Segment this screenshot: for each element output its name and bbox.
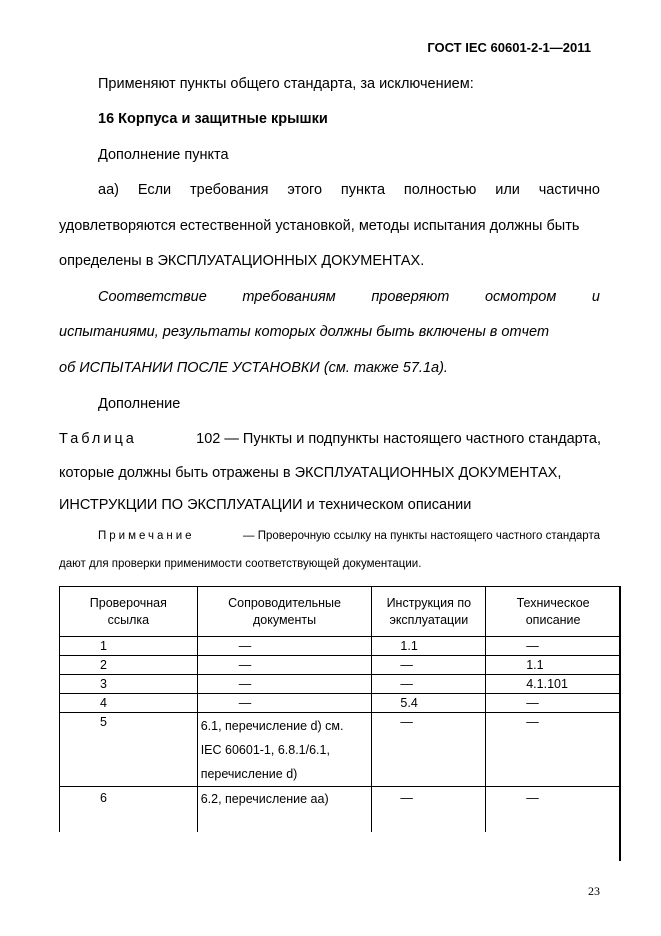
table-header-row xyxy=(60,587,621,637)
cell-instructions: — xyxy=(372,713,486,787)
cell-reference: 3 xyxy=(60,675,198,694)
cell-reference: 6 xyxy=(60,787,198,833)
compliance-line3: об ИСПЫТАНИИ ПОСЛЕ УСТАНОВКИ (см. также 57.1а). xyxy=(59,360,448,376)
document-header: ГОСТ IEC 60601-2-1—2011 xyxy=(427,40,591,55)
table-caption-text: 102 — Пункты и подпункты настоящего частного стандарта, xyxy=(196,431,601,447)
cell-technical: — xyxy=(486,787,621,833)
table-row xyxy=(60,787,621,833)
table-row xyxy=(60,637,621,656)
cell-accompanying: — xyxy=(197,675,372,694)
cell-technical: — xyxy=(486,713,621,787)
table-caption-line2: которые должны быть отражены в ЭКСПЛУАТАЦИОННЫХ ДОКУМЕНТАХ, xyxy=(59,465,562,481)
table-caption-line1 xyxy=(59,431,601,447)
header-check-reference: Проверочная ссылка xyxy=(60,587,198,637)
table-right-border-extension xyxy=(619,586,621,861)
table-row xyxy=(60,694,621,713)
note-line2: дают для проверки применимости соответствующей документации. xyxy=(59,558,422,570)
cell-instructions: — xyxy=(372,787,486,833)
table-caption-label: Таблица xyxy=(59,431,137,447)
table-row xyxy=(60,713,621,787)
page-number: 23 xyxy=(588,884,600,898)
paragraph-aa-line3: определены в ЭКСПЛУАТАЦИОННЫХ ДОКУМЕНТАХ. xyxy=(59,253,425,269)
cell-technical: — xyxy=(486,694,621,713)
section-title: 16 Корпуса и защитные крышки xyxy=(98,111,328,127)
cell-instructions: — xyxy=(372,656,486,675)
intro-text: Применяют пункты общего стандарта, за исключением: xyxy=(98,76,474,92)
cell-reference: 2 xyxy=(60,656,198,675)
header-technical-description: Техническое описание xyxy=(486,587,621,637)
addition-heading-2: Дополнение xyxy=(98,396,181,412)
paragraph-aa-line2: удовлетворяются естественной установкой, методы испытания должны быть xyxy=(59,218,580,234)
cell-technical: 1.1 xyxy=(486,656,621,675)
cell-instructions: — xyxy=(372,675,486,694)
cell-accompanying: — xyxy=(197,637,372,656)
note-line1 xyxy=(98,530,600,542)
cell-accompanying: 6.1, перечисление d) см. IEC 60601-1, 6.8.1/6.1, перечисление d) xyxy=(197,713,372,787)
addition-heading: Дополнение пункта xyxy=(98,147,229,163)
cell-reference: 4 xyxy=(60,694,198,713)
cell-reference: 5 xyxy=(60,713,198,787)
compliance-line2: испытаниями, результаты которых должны быть включены в отчет xyxy=(59,324,550,340)
header-accompanying-documents: Сопроводительные документы xyxy=(197,587,372,637)
table-caption-line3: ИНСТРУКЦИИ ПО ЭКСПЛУАТАЦИИ и техническом описании xyxy=(59,497,472,513)
documents-table xyxy=(59,586,621,832)
cell-accompanying: — xyxy=(197,656,372,675)
table-row xyxy=(60,656,621,675)
cell-accompanying: — xyxy=(197,694,372,713)
compliance-line1: Соответствие требованиям проверяют осмотром и xyxy=(98,289,600,305)
cell-instructions: 1.1 xyxy=(372,637,486,656)
cell-technical: — xyxy=(486,637,621,656)
note-text: — Проверочную ссылку на пункты настоящего частного стандарта xyxy=(243,530,600,542)
table-row xyxy=(60,675,621,694)
cell-reference: 1 xyxy=(60,637,198,656)
cell-instructions: 5.4 xyxy=(372,694,486,713)
cell-technical: 4.1.101 xyxy=(486,675,621,694)
note-label: Примечание xyxy=(98,530,195,542)
cell-accompanying: 6.2, перечисление аа) xyxy=(197,787,372,833)
paragraph-aa-line1: аа) Если требования этого пункта полностью или частично xyxy=(98,182,600,198)
header-instructions-for-use: Инструкция по эксплуатации xyxy=(372,587,486,637)
